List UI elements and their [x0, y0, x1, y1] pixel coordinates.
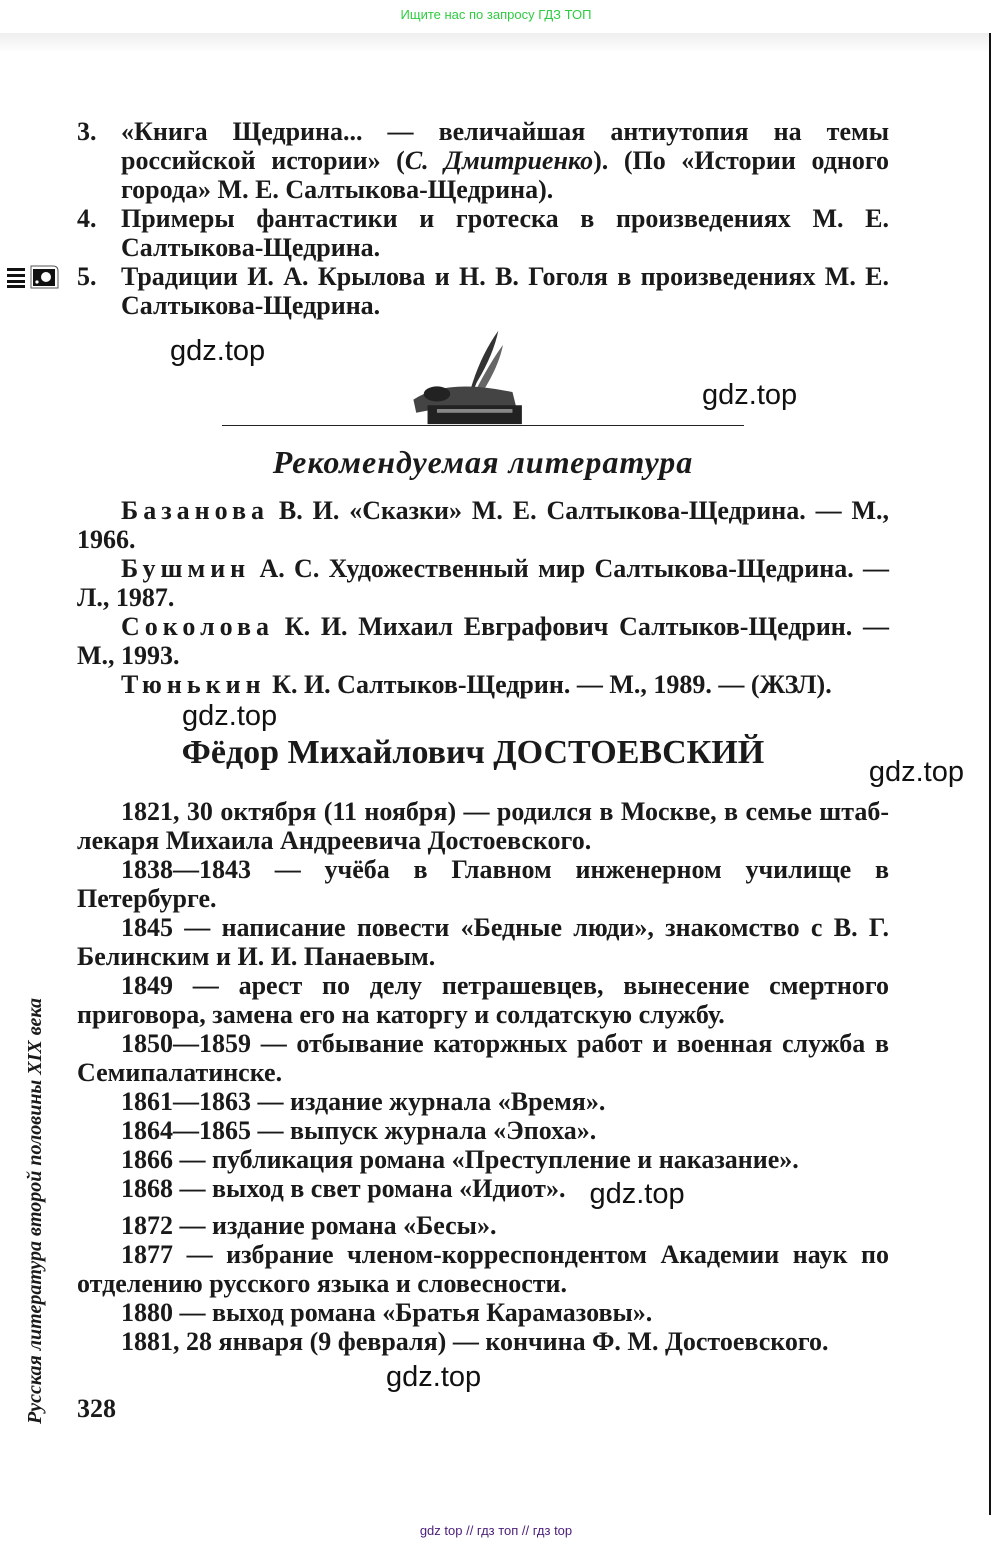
biography-event: 1845 — написание повести «Бедные люди», знакомство с В. Г. Белинским и И. И. Панаевым. [77, 913, 889, 971]
page-content [77, 117, 964, 1424]
biography-event: 1838—1843 — учёба в Главном инженерном училище в Петербурге. [77, 855, 889, 913]
search-banner[interactable]: Ищите нас по запросу ГДЗ ТОП [400, 7, 592, 22]
literature-author: Базанова [121, 496, 270, 525]
topic-3 [77, 117, 889, 204]
footer-links[interactable]: gdz top // гдз топ // гдз top [419, 1523, 573, 1538]
literature-item [77, 496, 889, 554]
running-title: Русская литература второй половины XIX века [24, 998, 46, 1424]
quill-inkwell-illustration [405, 326, 535, 426]
topic-text: Традиции И. А. Крылова и Н. В. Гоголя в произведениях М. Е. Салтыкова-Щедрина. [121, 262, 889, 320]
header-shadow [0, 33, 990, 53]
topic-text: ). (По «Истории одного города» М. Е. Салтыкова-Щедрина). [121, 146, 889, 204]
biography-event: 1868 — выход в свет романа «Идиот». [121, 1174, 566, 1203]
watermark: gdz.top [868, 756, 964, 788]
literature-item [77, 670, 889, 699]
watermark-row [77, 699, 889, 733]
topic-text: «Книга Щедрина... — величайшая антиутопия на темы российской истории» ( [121, 117, 889, 175]
author-heading: Фёдор Михайлович ДОСТОЕВСКИЙ [181, 734, 765, 771]
illustration-block [77, 326, 889, 426]
topic-text: Примеры фантастики и гротеска в произведениях М. Е. Салтыкова-Щедрина. [121, 204, 889, 262]
page-edge [989, 33, 991, 1515]
watermark: gdz.top [702, 379, 798, 411]
divider [222, 425, 744, 426]
topic-5 [77, 262, 889, 320]
media-resource-icon [7, 265, 59, 289]
biography-event: 1821, 30 октября (11 ноября) — родился в Москве, в семье штаб-лекаря Михаила Андреевича Достоевского. [77, 797, 889, 855]
watermark: gdz.top [589, 1178, 685, 1210]
topic-number: 4. [77, 204, 97, 233]
literature-author: Соколова [121, 612, 275, 641]
topic-number: 5. [77, 262, 97, 291]
watermark: gdz.top [386, 1361, 482, 1393]
biography-event: 1849 — арест по делу петрашевцев, вынесение смертного приговора, замена его на каторгу и солдатскую службу. [77, 971, 889, 1029]
biography-event-row [77, 1174, 889, 1211]
literature-details: А. С. Художественный мир Салтыкова-Щедрина. — Л., 1987. [77, 554, 889, 612]
biography-event: 1872 — издание романа «Бесы». [121, 1211, 497, 1240]
biography-event: 1861—1863 — издание журнала «Время». [121, 1087, 606, 1116]
literature-author: Бушмин [121, 554, 251, 583]
watermark-row [77, 1360, 889, 1394]
watermark: gdz.top [182, 700, 278, 732]
literature-details: К. И. Михаил Евграфович Салтыков-Щедрин. — М., 1993. [77, 612, 889, 670]
literature-details: К. И. Салтыков-Щедрин. — М., 1989. — (ЖЗЛ). [265, 670, 832, 699]
author-heading-row [77, 733, 964, 789]
literature-item [77, 554, 889, 612]
watermark: gdz.top [170, 335, 266, 367]
literature-heading: Рекомендуемая литература [272, 444, 694, 480]
topic-number: 3. [77, 117, 97, 146]
page-number: 328 [77, 1394, 116, 1423]
biography-event: 1880 — выход романа «Братья Карамазовы». [121, 1298, 653, 1327]
topic-4 [77, 204, 889, 262]
biography-event: 1881, 28 января (9 февраля) — кончина Ф. М. Достоевского. [121, 1327, 829, 1356]
biography-event: 1877 — избрание членом-корреспондентом Академии наук по отделению русского языка и словесности. [77, 1240, 889, 1298]
literature-item [77, 612, 889, 670]
literature-author: Тюнькин [121, 670, 266, 699]
biography-event: 1864—1865 — выпуск журнала «Эпоха». [121, 1116, 597, 1145]
biography-event: 1850—1859 — отбывание каторжных работ и военная служба в Семипалатинске. [77, 1029, 889, 1087]
literature-details: В. И. «Сказки» М. Е. Салтыкова-Щедрина. — М., 1966. [77, 496, 889, 554]
topic-author: С. Дмитриенко [404, 146, 594, 175]
biography-event: 1866 — публикация романа «Преступление и наказание». [121, 1145, 799, 1174]
